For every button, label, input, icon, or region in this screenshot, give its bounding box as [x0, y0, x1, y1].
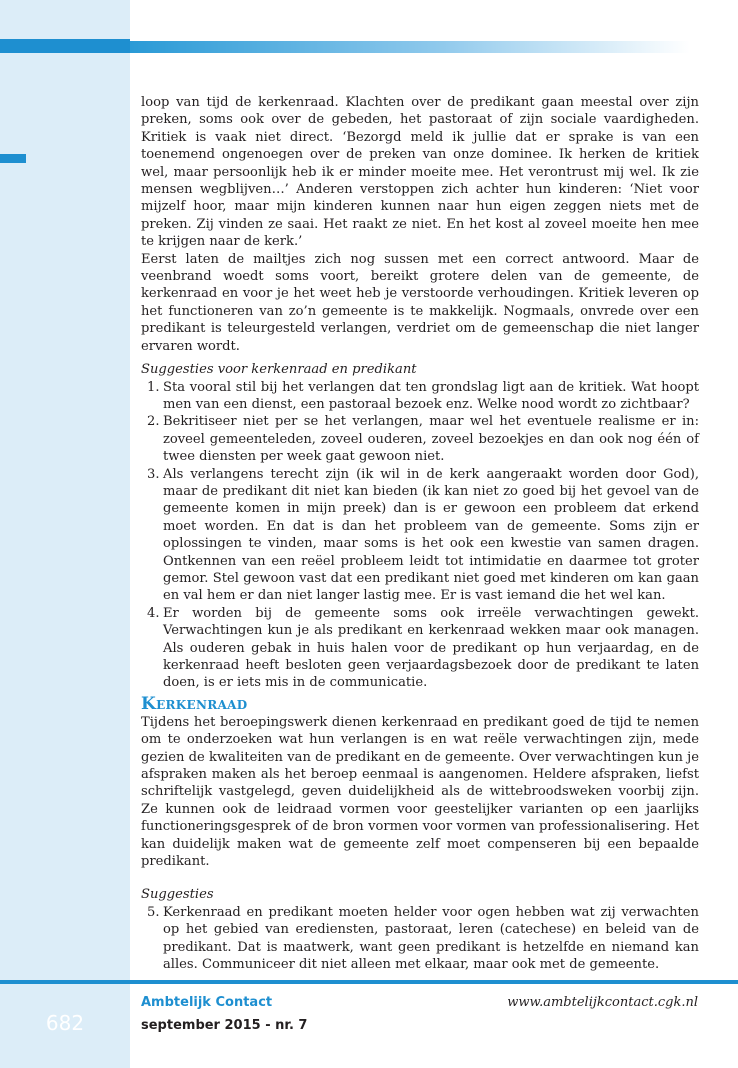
header-bar [0, 39, 130, 53]
issue-info: september 2015 - nr. 7 [141, 1018, 308, 1033]
list-item [141, 466, 699, 605]
list-item [141, 605, 699, 692]
list-item [141, 379, 699, 414]
list-number: 4. [147, 605, 160, 621]
header-gradient-bar [130, 41, 690, 53]
list-text: Als verlangens terecht zijn (ik wil in de kerk aangeraakt worden door God), maar de predikant dit niet kan bieden (ik kan niet zo goed bij het gevoel van de gemeente komen in mijn preek) dan is er gewoon een probleem dat erkend moet worden. En dat is dan het probleem van de gemeente. Soms zijn er oplossingen te vinden, maar soms is het ook een kwestie van samen dragen. Ontkennen van een reëel probleem leidt tot intimidatie en daarmee tot groter gemor. Stel gewoon vast dat een predikant niet goed met kinderen om kan gaan en val hem er dan niet langer lastig mee. Er is vast iemand die het wel kan. [163, 466, 699, 604]
page-number: 682 [45, 1011, 85, 1035]
list-text: Er worden bij de gemeente soms ook irreële verwachtingen gewekt. Verwachtingen kun je als predikant en kerkenraad wekken maar ook managen. Als ouderen gebak in huis halen voor de predikant op hun verjaardag, en de kerkenraad heeft besloten geen verjaardagsbezoek door de predikant te laten doen, is er iets mis in de communicatie. [163, 605, 699, 691]
subheading: Suggesties [141, 887, 214, 903]
article-body [141, 94, 699, 974]
paragraph: Eerst laten de mailtjes zich nog sussen met een correct antwoord. Maar de veenbrand woedt soms voort, bereikt grotere delen van de gemeente, de kerkenraad en voor je het weet heb je verstoorde verhoudingen. Kritiek leveren op het functioneren van zo’n gemeente is te makkelijk. Nogmaals, onvrede over een predikant is teleurgesteld verlangen, verdriet om de gemeenschap die niet langer ervaren wordt. [141, 251, 699, 354]
margin-marker [0, 154, 26, 163]
list-number: 2. [147, 414, 160, 430]
suggestion-list [141, 904, 699, 974]
list-text: Kerkenraad en predikant moeten helder voor ogen hebben wat zij verwachten op het gebied van erediensten, pastoraat, leren (catechese) en beleid van de predikant. Dat is maatwerk, want geen predikant is hetzelfde en niemand kan alles. Communiceer dit niet alleen met elkaar, maar ook met de gemeente. [163, 904, 699, 973]
list-text: Sta vooral stil bij het verlangen dat ten grondslag ligt aan de kritiek. Wat hoopt men van een dienst, een pastoraal bezoek enz. Welke nood wordt zo zichtbaar? [163, 379, 699, 412]
paragraph: loop van tijd de kerkenraad. Klachten over de predikant gaan meestal over zijn preken, soms ook over de gebeden, het pastoraat of zijn sociale vaardigheden. Kritiek is vaak niet direct. ‘Bezorgd meld ik jullie dat er sprake is van een toenemend ongenoegen over de preken van onze dominee. Ik herken de kritiek wel, maar persoonlijk heb ik er minder moeite mee. Het verontrust mij wel. Ik zie mensen wegblijven…’ Anderen verstoppen zich achter hun kinderen: ‘Niet voor mijzelf hoor, maar mijn kinderen kunnen naar hun eigen zeggen niets met de preken. Zij vinden ze saai. Het raakt ze niet. En het kost al zoveel moeite hen mee te krijgen naar de kerk.’ [141, 95, 699, 250]
paragraph: Tijdens het beroepingswerk dienen kerkenraad en predikant goed de tijd te nemen om te onderzoeken wat hun verlangen is en wat reële verwachtingen zijn, mede gezien de kwaliteiten van de predikant en de gemeente. Over verwachtingen kun je afspraken maken als het beroep eenmaal is aangenomen. Heldere afspraken, liefst schriftelijk vastgelegd, geven duidelijkheid als de wittebroodsweken voorbij zijn. Ze kunnen ook de leidraad vormen voor geestelijker varianten op een jaarlijks functioneringsgesprek of de bron vormen voor vormen van professionalisering. Het kan duidelijk maken wat de gemeente zelf moet compenseren bij een bepaalde predikant. [141, 714, 699, 870]
list-number: 1. [147, 379, 160, 395]
list-item [141, 904, 699, 974]
list-number: 3. [147, 466, 160, 482]
website-link[interactable]: www.ambtelijkcontact.cgk.nl [507, 995, 698, 1010]
list-text: Bekritiseer niet per se het verlangen, maar wel het eventuele realisme er in: zoveel gemeenteleden, zoveel ouderen, zoveel bezoekjes en dan ook nog één of twee diensten per week gaat gewoon niet. [163, 414, 699, 465]
subheading: Suggesties voor kerkenraad en predikant [141, 362, 417, 378]
footer-divider [0, 980, 738, 984]
list-item [141, 413, 699, 465]
suggestion-list [141, 379, 699, 692]
list-number: 5. [147, 904, 160, 920]
section-heading: Kerkenraad [141, 693, 248, 714]
magazine-title: Ambtelijk Contact [141, 995, 273, 1010]
